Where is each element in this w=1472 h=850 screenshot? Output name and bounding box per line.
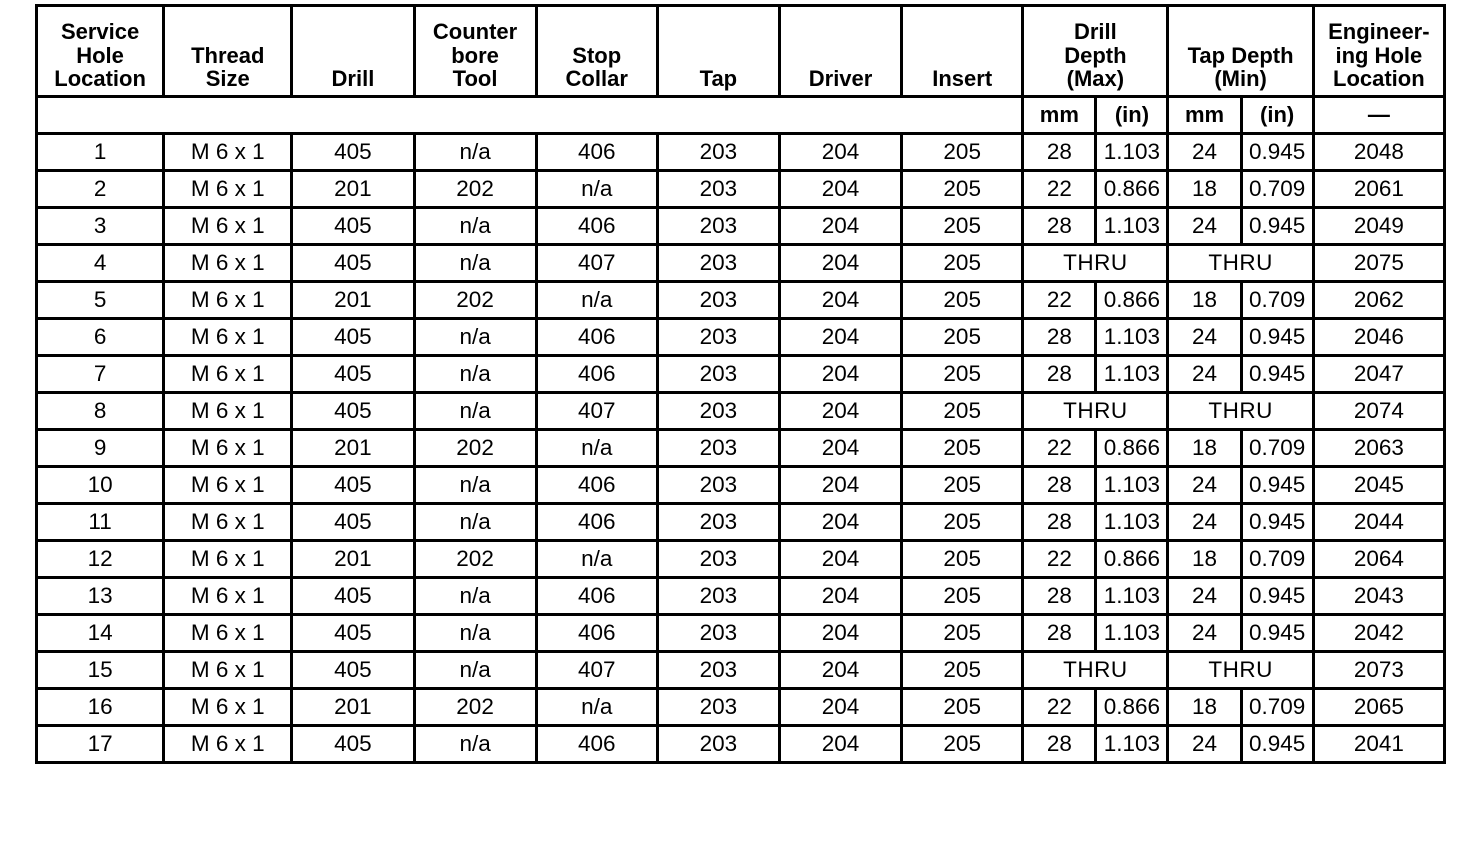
- cell-counter-bore-tool: n/a: [414, 356, 536, 393]
- cell-stop-collar: 406: [536, 134, 657, 171]
- cell-tap-depth-mm: 18: [1168, 689, 1241, 726]
- cell-tap: 203: [657, 504, 779, 541]
- cell-tap-depth-in: 0.709: [1241, 282, 1313, 319]
- header-service-hole-location: Service Hole Location: [37, 6, 164, 97]
- cell-engineering-hole-location: 2049: [1313, 208, 1444, 245]
- cell-counter-bore-tool: n/a: [414, 726, 536, 763]
- cell-tap: 203: [657, 208, 779, 245]
- cell-driver: 204: [779, 282, 901, 319]
- cell-engineering-hole-location: 2074: [1313, 393, 1444, 430]
- cell-tap-depth-in: 0.945: [1241, 504, 1313, 541]
- cell-drill-depth-in: 1.103: [1096, 578, 1168, 615]
- table-row: [37, 578, 1445, 615]
- cell-tap-depth-mm: 18: [1168, 282, 1241, 319]
- cell-thread-size: M 6 x 1: [164, 393, 292, 430]
- cell-drill-depth-in: 1.103: [1096, 356, 1168, 393]
- cell-tap-depth-mm: 18: [1168, 171, 1241, 208]
- cell-driver: 204: [779, 504, 901, 541]
- cell-driver: 204: [779, 393, 901, 430]
- cell-tap-depth-mm: 24: [1168, 319, 1241, 356]
- cell-driver: 204: [779, 726, 901, 763]
- header-tap-depth: Tap Depth (Min): [1168, 6, 1313, 97]
- header-insert: Insert: [902, 6, 1023, 97]
- cell-service-hole-location: 7: [37, 356, 164, 393]
- table-row: [37, 356, 1445, 393]
- cell-driver: 204: [779, 319, 901, 356]
- cell-tap-depth-in: 0.945: [1241, 615, 1313, 652]
- cell-counter-bore-tool: 202: [414, 282, 536, 319]
- table-body: [37, 134, 1445, 763]
- cell-thread-size: M 6 x 1: [164, 171, 292, 208]
- cell-drill-depth-mm: 22: [1023, 430, 1096, 467]
- cell-stop-collar: 406: [536, 615, 657, 652]
- cell-service-hole-location: 16: [37, 689, 164, 726]
- cell-drill: 405: [292, 319, 414, 356]
- cell-drill-depth-thru: THRU: [1023, 652, 1168, 689]
- cell-tap: 203: [657, 430, 779, 467]
- cell-service-hole-location: 12: [37, 541, 164, 578]
- cell-tap-depth-in: 0.945: [1241, 467, 1313, 504]
- table-row: [37, 208, 1445, 245]
- cell-tap-depth-in: 0.709: [1241, 171, 1313, 208]
- cell-drill-depth-mm: 28: [1023, 134, 1096, 171]
- cell-tap-depth-mm: 18: [1168, 541, 1241, 578]
- cell-service-hole-location: 4: [37, 245, 164, 282]
- cell-drill-depth-in: 0.866: [1096, 282, 1168, 319]
- cell-engineering-hole-location: 2043: [1313, 578, 1444, 615]
- header-counter-bore-tool: Counter bore Tool: [414, 6, 536, 97]
- cell-counter-bore-tool: n/a: [414, 467, 536, 504]
- cell-driver: 204: [779, 578, 901, 615]
- cell-drill-depth-mm: 22: [1023, 282, 1096, 319]
- cell-tap-depth-mm: 24: [1168, 578, 1241, 615]
- cell-thread-size: M 6 x 1: [164, 467, 292, 504]
- cell-counter-bore-tool: n/a: [414, 615, 536, 652]
- cell-engineering-hole-location: 2063: [1313, 430, 1444, 467]
- cell-thread-size: M 6 x 1: [164, 356, 292, 393]
- cell-drill-depth-mm: 28: [1023, 504, 1096, 541]
- cell-driver: 204: [779, 134, 901, 171]
- unit-drill-in: (in): [1096, 97, 1168, 134]
- cell-tap: 203: [657, 319, 779, 356]
- cell-thread-size: M 6 x 1: [164, 541, 292, 578]
- cell-counter-bore-tool: 202: [414, 171, 536, 208]
- cell-drill: 201: [292, 541, 414, 578]
- cell-service-hole-location: 13: [37, 578, 164, 615]
- cell-insert: 205: [902, 319, 1023, 356]
- cell-drill: 201: [292, 282, 414, 319]
- cell-insert: 205: [902, 171, 1023, 208]
- cell-drill-depth-in: 1.103: [1096, 726, 1168, 763]
- cell-engineering-hole-location: 2047: [1313, 356, 1444, 393]
- cell-thread-size: M 6 x 1: [164, 134, 292, 171]
- cell-counter-bore-tool: n/a: [414, 393, 536, 430]
- cell-thread-size: M 6 x 1: [164, 319, 292, 356]
- cell-engineering-hole-location: 2045: [1313, 467, 1444, 504]
- cell-insert: 205: [902, 504, 1023, 541]
- cell-driver: 204: [779, 430, 901, 467]
- cell-drill: 405: [292, 356, 414, 393]
- cell-stop-collar: n/a: [536, 689, 657, 726]
- cell-stop-collar: 406: [536, 726, 657, 763]
- cell-tap: 203: [657, 726, 779, 763]
- cell-insert: 205: [902, 356, 1023, 393]
- header-drill-depth: Drill Depth (Max): [1023, 6, 1168, 97]
- unit-engineering: —: [1313, 97, 1444, 134]
- cell-tap-depth-thru: THRU: [1168, 652, 1313, 689]
- cell-tap: 203: [657, 689, 779, 726]
- cell-drill-depth-mm: 28: [1023, 356, 1096, 393]
- cell-insert: 205: [902, 615, 1023, 652]
- cell-engineering-hole-location: 2061: [1313, 171, 1444, 208]
- cell-drill-depth-mm: 22: [1023, 541, 1096, 578]
- cell-drill-depth-in: 1.103: [1096, 615, 1168, 652]
- cell-engineering-hole-location: 2044: [1313, 504, 1444, 541]
- header-driver: Driver: [779, 6, 901, 97]
- cell-service-hole-location: 6: [37, 319, 164, 356]
- cell-drill-depth-mm: 28: [1023, 467, 1096, 504]
- cell-service-hole-location: 15: [37, 652, 164, 689]
- cell-tap: 203: [657, 652, 779, 689]
- cell-drill-depth-in: 0.866: [1096, 171, 1168, 208]
- header-stop-collar: Stop Collar: [536, 6, 657, 97]
- cell-thread-size: M 6 x 1: [164, 245, 292, 282]
- cell-service-hole-location: 2: [37, 171, 164, 208]
- units-blank-cell: [37, 97, 1023, 134]
- cell-service-hole-location: 11: [37, 504, 164, 541]
- cell-drill: 201: [292, 430, 414, 467]
- cell-tap-depth-in: 0.945: [1241, 319, 1313, 356]
- table-row: [37, 689, 1445, 726]
- cell-drill: 201: [292, 171, 414, 208]
- unit-tap-mm: mm: [1168, 97, 1241, 134]
- table-header: [37, 6, 1445, 134]
- header-tap: Tap: [657, 6, 779, 97]
- cell-counter-bore-tool: 202: [414, 430, 536, 467]
- cell-drill: 405: [292, 134, 414, 171]
- cell-service-hole-location: 10: [37, 467, 164, 504]
- cell-tap: 203: [657, 356, 779, 393]
- cell-driver: 204: [779, 467, 901, 504]
- cell-service-hole-location: 17: [37, 726, 164, 763]
- cell-drill-depth-mm: 28: [1023, 726, 1096, 763]
- cell-tap-depth-mm: 24: [1168, 726, 1241, 763]
- cell-engineering-hole-location: 2073: [1313, 652, 1444, 689]
- cell-drill-depth-mm: 22: [1023, 171, 1096, 208]
- cell-drill: 201: [292, 689, 414, 726]
- cell-insert: 205: [902, 652, 1023, 689]
- cell-stop-collar: 406: [536, 208, 657, 245]
- cell-stop-collar: 406: [536, 356, 657, 393]
- cell-drill-depth-in: 0.866: [1096, 689, 1168, 726]
- cell-drill-depth-in: 1.103: [1096, 467, 1168, 504]
- cell-insert: 205: [902, 245, 1023, 282]
- cell-counter-bore-tool: n/a: [414, 208, 536, 245]
- cell-drill-depth-thru: THRU: [1023, 393, 1168, 430]
- cell-insert: 205: [902, 467, 1023, 504]
- cell-drill: 405: [292, 615, 414, 652]
- cell-tap-depth-mm: 24: [1168, 467, 1241, 504]
- cell-insert: 205: [902, 726, 1023, 763]
- cell-engineering-hole-location: 2064: [1313, 541, 1444, 578]
- cell-stop-collar: 406: [536, 467, 657, 504]
- header-row: [37, 6, 1445, 97]
- cell-tap-depth-thru: THRU: [1168, 393, 1313, 430]
- cell-drill: 405: [292, 504, 414, 541]
- cell-drill-depth-in: 1.103: [1096, 208, 1168, 245]
- cell-tap: 203: [657, 578, 779, 615]
- table-row: [37, 615, 1445, 652]
- cell-tap: 203: [657, 615, 779, 652]
- tooling-table: [35, 4, 1446, 764]
- cell-thread-size: M 6 x 1: [164, 430, 292, 467]
- cell-tap-depth-mm: 18: [1168, 430, 1241, 467]
- cell-driver: 204: [779, 541, 901, 578]
- cell-tap-depth-in: 0.709: [1241, 430, 1313, 467]
- cell-tap: 203: [657, 245, 779, 282]
- cell-counter-bore-tool: 202: [414, 689, 536, 726]
- cell-tap-depth-thru: THRU: [1168, 245, 1313, 282]
- cell-driver: 204: [779, 615, 901, 652]
- cell-tap: 203: [657, 541, 779, 578]
- cell-stop-collar: 406: [536, 578, 657, 615]
- units-row: [37, 97, 1445, 134]
- cell-insert: 205: [902, 578, 1023, 615]
- table-row: [37, 245, 1445, 282]
- cell-drill-depth-in: 1.103: [1096, 134, 1168, 171]
- cell-driver: 204: [779, 208, 901, 245]
- cell-insert: 205: [902, 282, 1023, 319]
- table-row: [37, 726, 1445, 763]
- cell-drill-depth-mm: 28: [1023, 208, 1096, 245]
- cell-counter-bore-tool: n/a: [414, 578, 536, 615]
- cell-tap-depth-mm: 24: [1168, 134, 1241, 171]
- cell-drill: 405: [292, 208, 414, 245]
- cell-driver: 204: [779, 245, 901, 282]
- cell-drill-depth-mm: 22: [1023, 689, 1096, 726]
- table-row: [37, 171, 1445, 208]
- cell-thread-size: M 6 x 1: [164, 504, 292, 541]
- cell-thread-size: M 6 x 1: [164, 578, 292, 615]
- cell-engineering-hole-location: 2046: [1313, 319, 1444, 356]
- cell-service-hole-location: 9: [37, 430, 164, 467]
- table-row: [37, 652, 1445, 689]
- cell-driver: 204: [779, 689, 901, 726]
- cell-thread-size: M 6 x 1: [164, 282, 292, 319]
- cell-drill-depth-mm: 28: [1023, 615, 1096, 652]
- cell-insert: 205: [902, 208, 1023, 245]
- cell-thread-size: M 6 x 1: [164, 652, 292, 689]
- cell-drill-depth-in: 1.103: [1096, 504, 1168, 541]
- table-row: [37, 282, 1445, 319]
- cell-tap-depth-in: 0.945: [1241, 726, 1313, 763]
- cell-thread-size: M 6 x 1: [164, 615, 292, 652]
- cell-stop-collar: 406: [536, 319, 657, 356]
- cell-counter-bore-tool: n/a: [414, 652, 536, 689]
- cell-tap-depth-mm: 24: [1168, 615, 1241, 652]
- cell-stop-collar: n/a: [536, 541, 657, 578]
- cell-tap: 203: [657, 467, 779, 504]
- cell-engineering-hole-location: 2065: [1313, 689, 1444, 726]
- cell-drill: 405: [292, 578, 414, 615]
- cell-drill: 405: [292, 726, 414, 763]
- cell-counter-bore-tool: n/a: [414, 134, 536, 171]
- cell-tap: 203: [657, 171, 779, 208]
- cell-insert: 205: [902, 430, 1023, 467]
- cell-drill: 405: [292, 467, 414, 504]
- cell-tap-depth-mm: 24: [1168, 208, 1241, 245]
- cell-stop-collar: 407: [536, 652, 657, 689]
- cell-service-hole-location: 8: [37, 393, 164, 430]
- unit-drill-mm: mm: [1023, 97, 1096, 134]
- cell-drill-depth-thru: THRU: [1023, 245, 1168, 282]
- cell-driver: 204: [779, 171, 901, 208]
- cell-service-hole-location: 3: [37, 208, 164, 245]
- cell-tap-depth-in: 0.709: [1241, 689, 1313, 726]
- cell-tap-depth-in: 0.945: [1241, 134, 1313, 171]
- cell-tap-depth-mm: 24: [1168, 504, 1241, 541]
- cell-drill-depth-mm: 28: [1023, 578, 1096, 615]
- cell-tap-depth-in: 0.945: [1241, 578, 1313, 615]
- cell-drill-depth-in: 1.103: [1096, 319, 1168, 356]
- cell-drill-depth-in: 0.866: [1096, 430, 1168, 467]
- cell-thread-size: M 6 x 1: [164, 208, 292, 245]
- cell-stop-collar: 406: [536, 504, 657, 541]
- cell-counter-bore-tool: 202: [414, 541, 536, 578]
- cell-drill-depth-mm: 28: [1023, 319, 1096, 356]
- cell-drill: 405: [292, 393, 414, 430]
- table-row: [37, 430, 1445, 467]
- table-row: [37, 319, 1445, 356]
- cell-tap: 203: [657, 134, 779, 171]
- cell-tap: 203: [657, 282, 779, 319]
- table-row: [37, 393, 1445, 430]
- cell-drill: 405: [292, 652, 414, 689]
- cell-tap-depth-mm: 24: [1168, 356, 1241, 393]
- cell-thread-size: M 6 x 1: [164, 689, 292, 726]
- cell-insert: 205: [902, 689, 1023, 726]
- cell-insert: 205: [902, 134, 1023, 171]
- cell-engineering-hole-location: 2062: [1313, 282, 1444, 319]
- cell-drill-depth-in: 0.866: [1096, 541, 1168, 578]
- cell-drill: 405: [292, 245, 414, 282]
- table-row: [37, 541, 1445, 578]
- cell-service-hole-location: 14: [37, 615, 164, 652]
- cell-stop-collar: 407: [536, 393, 657, 430]
- tooling-table-container: [35, 4, 1446, 764]
- header-thread-size: Thread Size: [164, 6, 292, 97]
- table-row: [37, 504, 1445, 541]
- cell-engineering-hole-location: 2042: [1313, 615, 1444, 652]
- cell-stop-collar: n/a: [536, 430, 657, 467]
- cell-driver: 204: [779, 652, 901, 689]
- cell-stop-collar: n/a: [536, 171, 657, 208]
- cell-counter-bore-tool: n/a: [414, 319, 536, 356]
- header-drill: Drill: [292, 6, 414, 97]
- cell-tap-depth-in: 0.945: [1241, 356, 1313, 393]
- cell-counter-bore-tool: n/a: [414, 245, 536, 282]
- cell-engineering-hole-location: 2075: [1313, 245, 1444, 282]
- unit-tap-in: (in): [1241, 97, 1313, 134]
- cell-tap: 203: [657, 393, 779, 430]
- cell-engineering-hole-location: 2041: [1313, 726, 1444, 763]
- cell-insert: 205: [902, 541, 1023, 578]
- cell-thread-size: M 6 x 1: [164, 726, 292, 763]
- cell-stop-collar: 407: [536, 245, 657, 282]
- cell-tap-depth-in: 0.709: [1241, 541, 1313, 578]
- cell-tap-depth-in: 0.945: [1241, 208, 1313, 245]
- cell-stop-collar: n/a: [536, 282, 657, 319]
- header-engineering-hole-location: Engineer- ing Hole Location: [1313, 6, 1444, 97]
- cell-counter-bore-tool: n/a: [414, 504, 536, 541]
- cell-service-hole-location: 1: [37, 134, 164, 171]
- cell-driver: 204: [779, 356, 901, 393]
- table-row: [37, 467, 1445, 504]
- table-row: [37, 134, 1445, 171]
- cell-engineering-hole-location: 2048: [1313, 134, 1444, 171]
- cell-insert: 205: [902, 393, 1023, 430]
- cell-service-hole-location: 5: [37, 282, 164, 319]
